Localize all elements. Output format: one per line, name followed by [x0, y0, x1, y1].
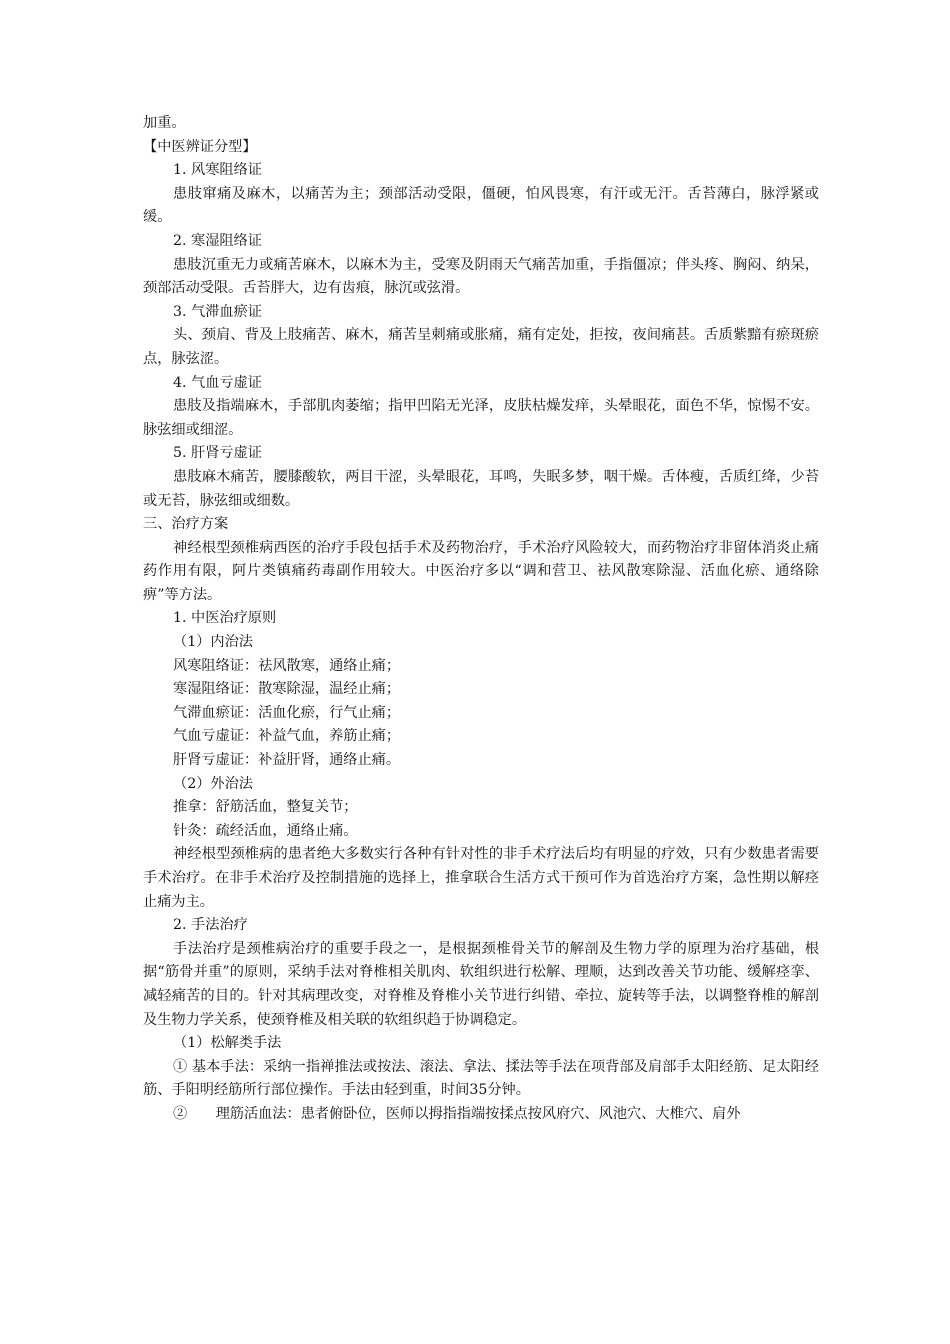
section-heading: 三、治疗方案	[143, 516, 229, 533]
list-item: 肝肾亏虚证：补益肝肾，通络止痛。	[173, 752, 401, 769]
list-item: 气血亏虚证：补益气血，养筋止痛；	[173, 728, 401, 745]
paragraph: 患肢沉重无力或痛苦麻木，以麻木为主，受寒及阴雨天气痛苦加重，手指僵凉；伴头疼、胸闷、纳呆，颈部活动受限。舌苔胖大，边有齿痕，脉沉或弦滑。	[143, 256, 819, 297]
list-item: 寒湿阻络证：散寒除湿，温经止痛；	[173, 681, 401, 698]
paragraph: 手法治疗是颈椎病治疗的重要手段之一，是根据颈椎骨关节的解剖及生物力学的原理为治疗基础，根据“筋骨并重”的原则，采纳手法对脊椎相关肌肉、软组织进行松解、理顺，达到改善关节功能、缓解痉挛、减轻痛苦的目的。针对其病理改变，对脊椎及脊椎小关节进行纠错、牵拉、旋转等手法，以调整脊椎的解剖及生物力学关系，使颈脊椎及相关联的软组织趋于协调稳定。	[143, 940, 819, 1028]
document-page	[143, 112, 819, 1127]
paragraph: 患肢麻木痛苦，腰膝酸软，两目干涩，头晕眼花，耳鸣，失眠多梦，咽干燥。舌体瘦，舌质红绛，少苔或无苔，脉弦细或细数。	[143, 468, 819, 509]
subsection-heading: 1. 中医治疗原则	[173, 610, 277, 627]
subsection-heading: 2. 寒湿阻络证	[173, 232, 262, 249]
subsection-heading: （2）外治法	[173, 775, 253, 792]
list-item: 针灸：疏经活血，通络止痛。	[173, 822, 358, 839]
subsection-heading: 5. 肝肾亏虚证	[173, 445, 262, 462]
list-item: 气滞血瘀证：活血化瘀，行气止痛；	[173, 704, 401, 721]
paragraph: 加重。	[143, 115, 186, 131]
list-item: 风寒阻络证：祛风散寒，通络止痛；	[173, 657, 401, 674]
subsection-heading: （1）内治法	[173, 634, 253, 651]
subsection-heading: 3. 气滞血瘀证	[173, 303, 262, 320]
paragraph: 患肢及指端麻木，手部肌肉萎缩；指甲凹陷无光泽，皮肤枯燥发痒，头晕眼花，面色不华，惊惕不安。脉弦细或细涩。	[143, 398, 819, 438]
subsection-heading: 4. 气血亏虚证	[173, 374, 262, 391]
paragraph: ① 基本手法：采纳一指禅推法或按法、滚法、拿法、揉法等手法在项背部及肩部手太阳经筋、足太阳经筋、手阳明经筋所行部位操作。手法由轻到重，时间35分钟。	[143, 1058, 819, 1099]
paragraph: ② 理筋活血法：患者俯卧位，医师以拇指指端按揉点按风府穴、风池穴、大椎穴、肩外	[173, 1105, 741, 1122]
paragraph: 患肢窜痛及麻木，以痛苦为主；颈部活动受限，僵硬，怕风畏寒，有汗或无汗。舌苔薄白，脉浮紧或缓。	[143, 185, 819, 226]
section-heading: 【中医辨证分型】	[143, 138, 257, 155]
subsection-heading: 1. 风寒阻络证	[173, 162, 262, 179]
list-item: 推拿：舒筋活血，整复关节；	[173, 799, 358, 816]
subsection-heading: （1）松解类手法	[173, 1035, 282, 1052]
paragraph: 头、颈肩、背及上肢痛苦、麻木，痛苦呈刺痛或胀痛，痛有定处，拒按，夜间痛甚。舌质紫黯有瘀斑瘀点，脉弦涩。	[143, 327, 819, 367]
paragraph: 神经根型颈椎病西医的治疗手段包括手术及药物治疗，手术治疗风险较大，而药物治疗非留体消炎止痛药作用有限，阿片类镇痛药毒副作用较大。中医治疗多以“调和营卫、祛风散寒除湿、活血化瘀、通络除痹”等方法。	[143, 539, 819, 603]
subsection-heading: 2. 手法治疗	[173, 917, 248, 934]
paragraph: 神经根型颈椎病的患者绝大多数实行各种有针对性的非手术疗法后均有明显的疗效，只有少数患者需要手术治疗。在非手术治疗及控制措施的选择上，推拿联合生活方式干预可作为首选治疗方案，急性期以解痉止痛为主。	[143, 846, 819, 910]
